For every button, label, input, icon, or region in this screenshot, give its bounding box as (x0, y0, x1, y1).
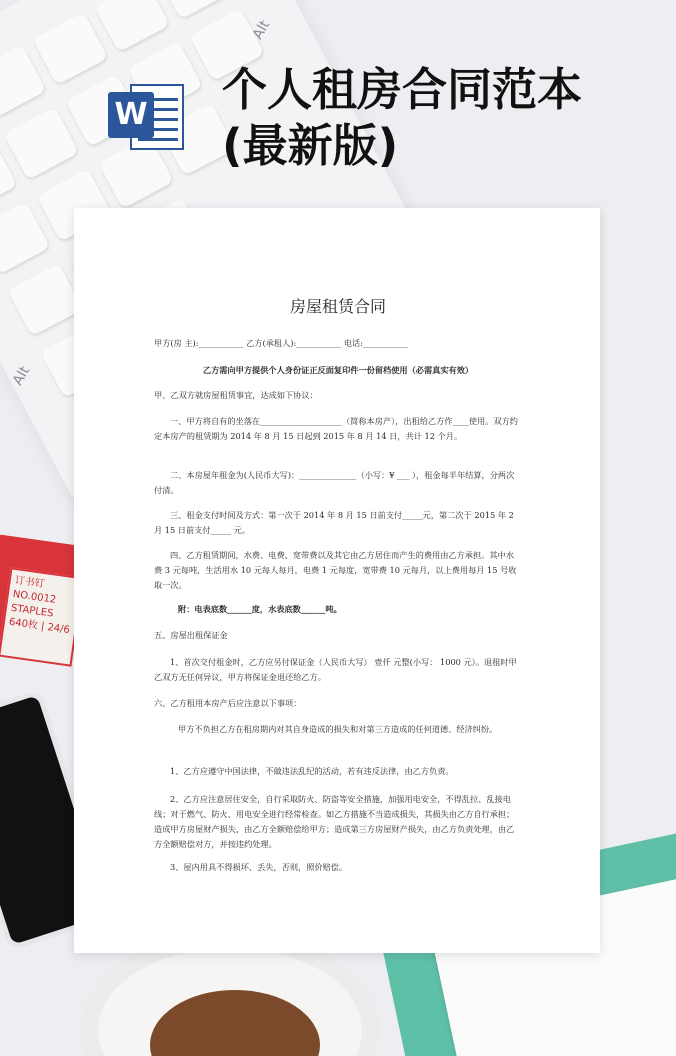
clause-6-intro: 甲方不负担乙方在租房期内对其自身造成的损失和对第三方造成的任何道德、经济纠纷。 (178, 724, 498, 734)
clause-5-title: 五、房屋出租保证金 (154, 630, 228, 640)
clause-1: 一、甲方将自有的坐落在____________________（简称本房产），出租给乙方作____使用。双方约定本房产的租赁期为 2014 年 8 月 15 日起到 2015 年 8 月 14 日，共计 12 个月。 (154, 416, 518, 441)
clause-3: 三、租金支付时间及方式：第一次于 2014 年 8 月 15 日前支付_____元，第二次于 2015 年 2 月 15 日前支付_____ 元。 (154, 510, 514, 535)
clause-2: 二、本房屋年租金为(人民币大写)：______________（小写：¥ ___ ），租金每半年结算，分两次付清。 (154, 470, 515, 495)
clause-6-2: 2、乙方应注意居住安全，自行采取防火、防盗等安全措施，加强用电安全，不得乱拉、乱接电线；对于燃气、防火、用电安全进行经常检查。如乙方措施不当造成损失，其损失由乙方自行承担；造成甲方房屋财产损失，由乙方全额赔偿给甲方；造成第三方房屋财产损失，由乙方负责处理，由乙方全额赔偿对方，并按违约处理。 (154, 794, 515, 849)
meter-note: 附：电表底数______度，水表底数______吨。 (178, 604, 342, 614)
intro-paragraph: 甲、乙双方就房屋租赁事宜，达成如下协议： (154, 390, 318, 400)
parties-line: 甲方(房 主):___________ 乙方(承租人):___________ 电话:___________ (154, 338, 409, 348)
clause-5-1: 1、首次交付租金时，乙方应另付保证金（人民币大写） 壹仟 元整(小写： 1000 元）。退租时甲乙双方无任何异议，甲方将保证金退还给乙方。 (154, 657, 517, 682)
key-alt-label: Alt (249, 17, 274, 43)
key-alt-label: Alt (9, 363, 34, 389)
stapler-label: 订书钉 NO.0012 STAPLES 640枚 | 24/6 (0, 567, 84, 666)
contract-title: 房屋租赁合同 (289, 297, 386, 316)
clause-6-1: 1、乙方应遵守中国法律，不做违法乱纪的活动，若有违反法律，由乙方负责。 (170, 766, 454, 776)
clause-6-3: 3、屋内用具不得损坏、丢失，否则，照价赔偿。 (170, 862, 348, 872)
page-title: 个人租房合同范本(最新版) (222, 63, 583, 172)
id-notice: 乙方需向甲方提供个人身份证正反面复印件一份留档使用（必需真实有效） (202, 365, 474, 375)
document-page (74, 208, 600, 953)
word-icon: W (108, 80, 188, 154)
clause-4: 四、乙方租赁期间，水费、电费、宽带费以及其它由乙方居住而产生的费用由乙方承担。其中水费 3 元每吨，生活用水 10 元每人每月，电费 1 元每度，宽带费 10 元每月，以上费用每月 15 号收取一次。 (154, 550, 517, 590)
clause-6-title: 六、乙方租用本房产后应注意以下事项： (154, 698, 302, 708)
